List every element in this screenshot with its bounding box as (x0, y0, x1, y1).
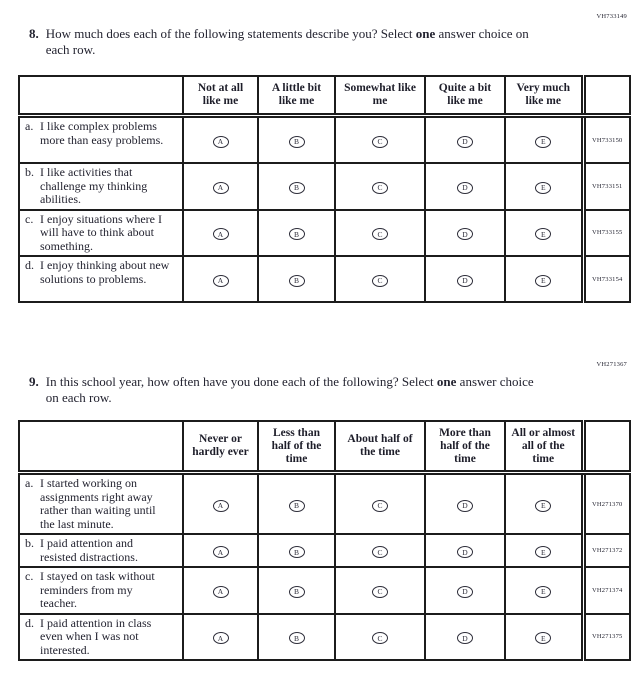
answer-cell (425, 614, 505, 661)
answer-cell (335, 210, 425, 257)
table-row (19, 567, 630, 614)
question-9-bold-word: one (436, 374, 457, 389)
answer-bubble-c[interactable]: C (372, 546, 388, 558)
column-header-more-than-half: More than half of the time (425, 421, 505, 473)
answer-cell (258, 116, 335, 164)
answer-bubble-a[interactable]: A (213, 500, 229, 512)
answer-cell (425, 534, 505, 567)
statement-text: I enjoy thinking about new solutions to problems. (40, 258, 170, 286)
answer-bubble-e[interactable]: E (535, 586, 551, 598)
table-row (19, 116, 630, 164)
statement-cell (19, 473, 183, 535)
question-8 (29, 26, 549, 58)
answer-bubble-a[interactable]: A (213, 228, 229, 240)
answer-bubble-d[interactable]: D (457, 275, 473, 287)
statement-column-header (19, 421, 183, 473)
question-8-accession-code: VH733149 (596, 13, 627, 20)
answer-cell (258, 256, 335, 302)
answer-cell (183, 163, 258, 210)
answer-bubble-e[interactable]: E (535, 136, 551, 148)
question-8-text (46, 26, 546, 58)
question-8-text-before: How much does each of the following statements describe you? Select (45, 26, 416, 41)
table-row (19, 256, 630, 302)
row-code: VH271372 (583, 534, 630, 567)
answer-cell (258, 567, 335, 614)
answer-bubble-c[interactable]: C (372, 586, 388, 598)
header-row (19, 421, 630, 473)
column-header-not-at-all: Not at all like me (183, 76, 258, 116)
row-letter: a. (25, 476, 34, 490)
statement-text: I paid attention in class even when I was not interested. (40, 615, 152, 657)
answer-bubble-c[interactable]: C (372, 228, 388, 240)
question-9-text-after: answer choice on each row. (45, 374, 534, 405)
answer-bubble-e[interactable]: E (535, 228, 551, 240)
column-header-less-than-half: Less than half of the time (258, 421, 335, 473)
answer-bubble-a[interactable]: A (213, 275, 229, 287)
table-row (19, 473, 630, 535)
question-9-number: 9. (29, 374, 39, 389)
statement-cell (19, 163, 183, 210)
answer-cell (505, 473, 583, 535)
answer-cell (505, 116, 583, 164)
table-row (19, 534, 630, 567)
answer-bubble-e[interactable]: E (535, 275, 551, 287)
answer-bubble-b[interactable]: B (289, 546, 305, 558)
answer-cell (335, 256, 425, 302)
answer-cell (258, 614, 335, 661)
row-letter: b. (25, 536, 34, 550)
answer-cell (505, 256, 583, 302)
statement-text: I started working on assignments right away rather than waiting until the last minute. (40, 476, 156, 531)
answer-cell (335, 614, 425, 661)
answer-bubble-c[interactable]: C (372, 500, 388, 512)
answer-bubble-d[interactable]: D (457, 632, 473, 644)
answer-bubble-d[interactable]: D (457, 136, 473, 148)
answer-cell (505, 614, 583, 661)
row-letter: b. (25, 165, 34, 179)
question-8-bold-word: one (415, 26, 436, 41)
column-header-all-or-almost-all: All or almost all of the time (505, 421, 583, 473)
answer-cell (335, 534, 425, 567)
answer-bubble-b[interactable]: B (289, 500, 305, 512)
statement-text: I paid attention and resisted distractions. (40, 536, 138, 564)
row-letter: c. (25, 569, 34, 583)
table-row (19, 210, 630, 257)
answer-bubble-c[interactable]: C (372, 136, 388, 148)
answer-bubble-b[interactable]: B (289, 586, 305, 598)
statement-cell (19, 256, 183, 302)
header-row (19, 76, 630, 116)
answer-cell (425, 256, 505, 302)
row-code: VH733151 (583, 163, 630, 210)
answer-cell (183, 614, 258, 661)
answer-bubble-b[interactable]: B (289, 228, 305, 240)
answer-cell (183, 210, 258, 257)
column-header-about-half: About half of the time (335, 421, 425, 473)
row-code: VH271375 (583, 614, 630, 661)
answer-bubble-a[interactable]: A (213, 182, 229, 194)
question-8-text-after: answer choice on each row. (45, 26, 529, 57)
answer-bubble-d[interactable]: D (457, 586, 473, 598)
row-code: VH733150 (583, 116, 630, 164)
statement-text: I like activities that challenge my thinking abilities. (40, 165, 148, 206)
answer-bubble-d[interactable]: D (457, 546, 473, 558)
column-header-very-much: Very much like me (505, 76, 583, 116)
statement-cell (19, 210, 183, 257)
answer-cell (505, 534, 583, 567)
row-code: VH271374 (583, 567, 630, 614)
answer-bubble-d[interactable]: D (457, 500, 473, 512)
column-header-never-or-hardly-ever: Never or hardly ever (183, 421, 258, 473)
answer-bubble-a[interactable]: A (213, 546, 229, 558)
answer-cell (183, 534, 258, 567)
column-header-a-little-bit: A little bit like me (258, 76, 335, 116)
row-code: VH733154 (583, 256, 630, 302)
answer-cell (335, 473, 425, 535)
answer-bubble-a[interactable]: A (213, 632, 229, 644)
answer-bubble-b[interactable]: B (289, 632, 305, 644)
answer-bubble-d[interactable]: D (457, 182, 473, 194)
statement-cell (19, 116, 183, 164)
row-code: VH733155 (583, 210, 630, 257)
question-9-response-table (18, 420, 631, 661)
row-letter: d. (25, 615, 34, 630)
answer-cell (258, 473, 335, 535)
answer-cell (425, 567, 505, 614)
answer-cell (183, 473, 258, 535)
statement-text: I enjoy situations where I will have to think about something. (40, 211, 162, 253)
row-letter: c. (25, 211, 34, 226)
answer-bubble-b[interactable]: B (289, 275, 305, 287)
answer-bubble-d[interactable]: D (457, 228, 473, 240)
answer-cell (335, 567, 425, 614)
answer-bubble-a[interactable]: A (213, 586, 229, 598)
row-code: VH271370 (583, 473, 630, 535)
answer-bubble-e[interactable]: E (535, 632, 551, 644)
answer-cell (425, 116, 505, 164)
statement-column-header (19, 76, 183, 116)
statement-text: I stayed on task without reminders from my teacher. (40, 569, 155, 610)
statement-cell (19, 534, 183, 567)
question-9-text-before: In this school year, how often have you done each of the following? Select (45, 374, 437, 389)
answer-cell (505, 163, 583, 210)
row-letter: a. (25, 119, 34, 133)
answer-cell (425, 473, 505, 535)
answer-cell (183, 116, 258, 164)
answer-cell (505, 210, 583, 257)
statement-cell (19, 567, 183, 614)
question-9-text (46, 374, 546, 406)
answer-cell (335, 163, 425, 210)
answer-bubble-b[interactable]: B (289, 182, 305, 194)
answer-bubble-c[interactable]: C (372, 275, 388, 287)
statement-text: I like complex problems more than easy problems. (40, 119, 164, 147)
answer-cell (425, 210, 505, 257)
column-header-quite-a-bit: Quite a bit like me (425, 76, 505, 116)
answer-bubble-c[interactable]: C (372, 182, 388, 194)
answer-bubble-e[interactable]: E (535, 546, 551, 558)
answer-bubble-a[interactable]: A (213, 136, 229, 148)
question-8-response-table (18, 75, 631, 303)
answer-cell (505, 567, 583, 614)
answer-cell (258, 534, 335, 567)
question-9-accession-code: VH271367 (596, 361, 627, 368)
question-9 (29, 374, 549, 406)
answer-bubble-b[interactable]: B (289, 136, 305, 148)
code-column-header (583, 421, 630, 473)
answer-cell (425, 163, 505, 210)
question-8-number: 8. (29, 26, 39, 41)
code-column-header (583, 76, 630, 116)
answer-cell (183, 567, 258, 614)
row-letter: d. (25, 258, 34, 272)
answer-cell (335, 116, 425, 164)
table-row (19, 163, 630, 210)
answer-cell (258, 163, 335, 210)
statement-cell (19, 614, 183, 661)
column-header-somewhat: Somewhat like me (335, 76, 425, 116)
answer-cell (183, 256, 258, 302)
answer-cell (258, 210, 335, 257)
answer-bubble-c[interactable]: C (372, 632, 388, 644)
answer-bubble-e[interactable]: E (535, 500, 551, 512)
table-row (19, 614, 630, 661)
answer-bubble-e[interactable]: E (535, 182, 551, 194)
